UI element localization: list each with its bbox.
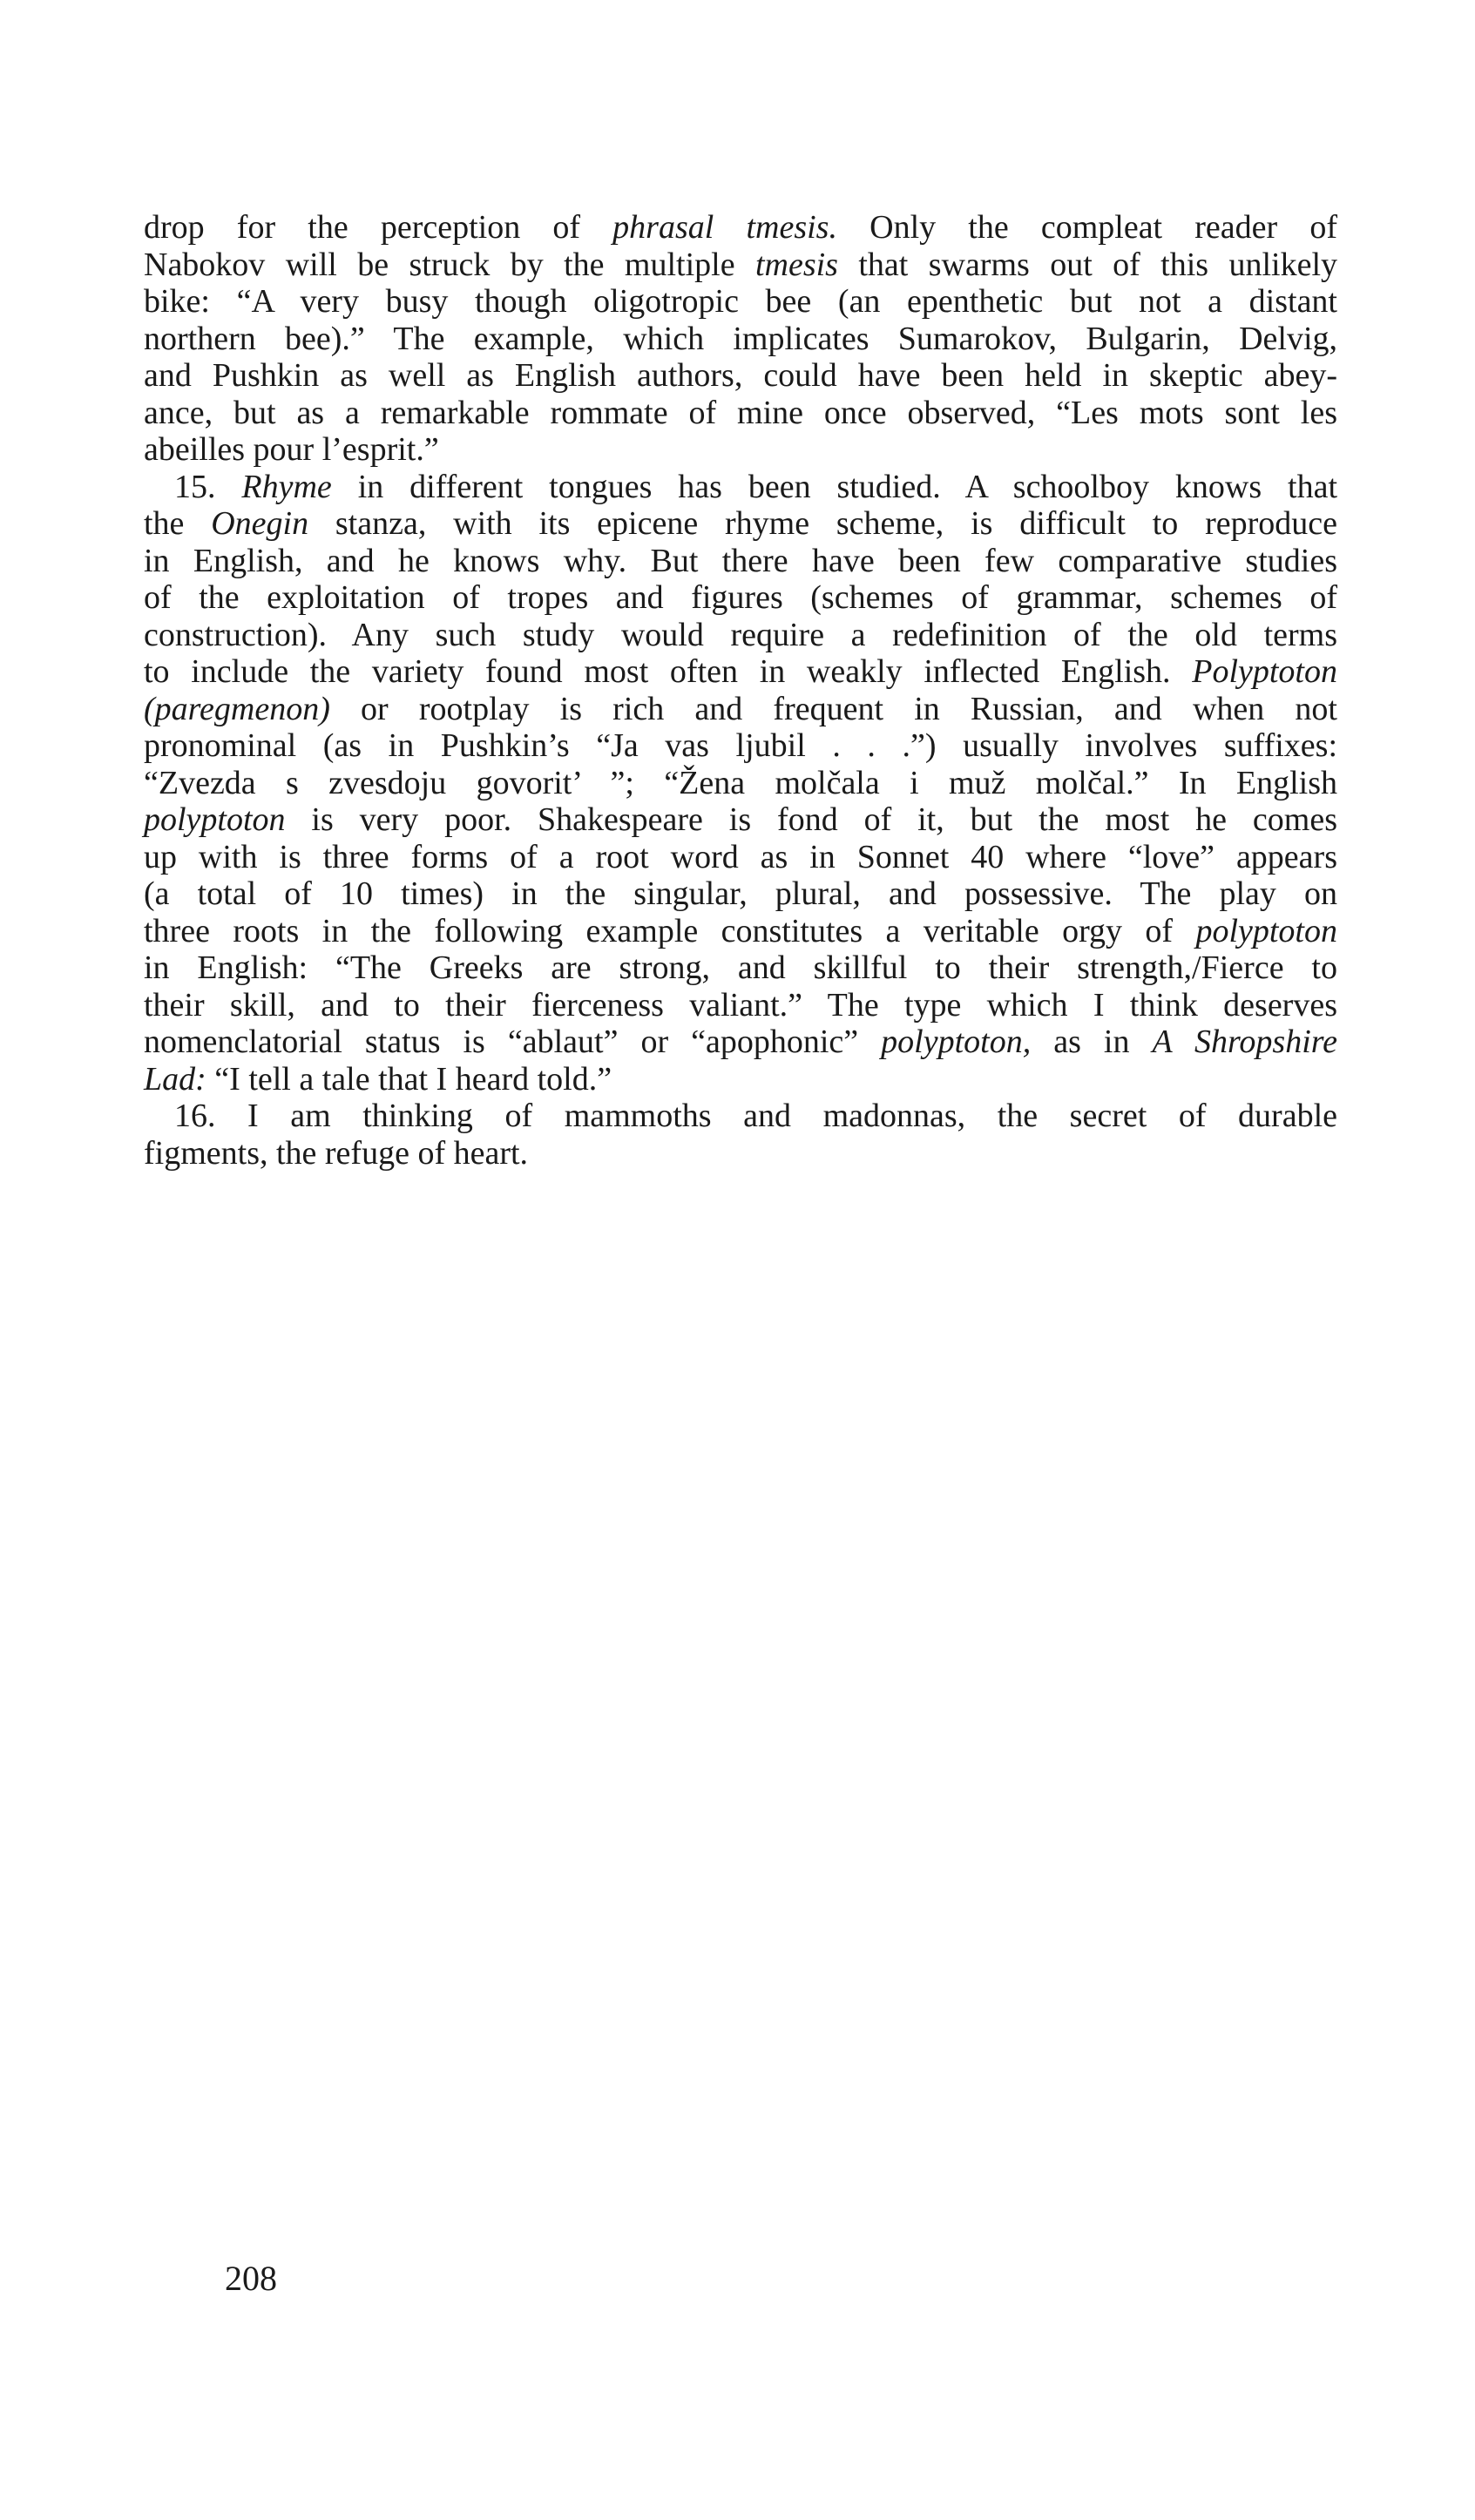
- italic-term: Rhyme: [241, 468, 332, 505]
- text-line: and Pushkin as well as English authors, could have been held in skeptic abey-: [144, 357, 1337, 394]
- text-line: up with is three forms of a root word as in Sonnet 40 where “love” appears: [144, 838, 1337, 875]
- text-line: their skill, and to their fierceness valiant.” The type which I think deserves: [144, 986, 1337, 1024]
- text-line: three roots in the following example constitutes a veritable orgy of polyptoton: [144, 912, 1337, 949]
- italic-term: Onegin: [211, 505, 309, 542]
- italic-term: phrasal tmesis.: [612, 209, 837, 246]
- text-line: in English: “The Greeks are strong, and skillful to their strength,/Fierce to: [144, 949, 1337, 986]
- body-text: [144, 209, 1337, 1172]
- italic-term: polyptoton: [1195, 912, 1337, 949]
- text-line: drop for the perception of phrasal tmesis. Only the compleat reader of: [144, 209, 1337, 246]
- text-line: 15. Rhyme in different tongues has been studied. A schoolboy knows that: [174, 468, 1337, 505]
- text-line: (paregmenon) or rootplay is rich and frequent in Russian, and when not: [144, 690, 1337, 727]
- text-line: Nabokov will be struck by the multiple tmesis that swarms out of this unlikely: [144, 246, 1338, 283]
- italic-term: (paregmenon): [144, 690, 330, 727]
- italic-term: Polyptoton: [1192, 653, 1337, 690]
- italic-term: polyptoton: [144, 801, 286, 838]
- text-line: (a total of 10 times) in the singular, plural, and possessive. The play on: [144, 875, 1337, 912]
- text-line: pronominal (as in Pushkin’s “Ja vas ljubil . . .”) usually involves suffixes:: [144, 727, 1337, 764]
- text-line: in English, and he knows why. But there have been few comparative studies: [144, 542, 1337, 579]
- italic-term: tmesis: [754, 246, 838, 283]
- text-line: nomenclatorial status is “ablaut” or “apophonic” polyptoton, as in A Shropshire: [144, 1024, 1337, 1060]
- text-line: northern bee).” The example, which implicates Sumarokov, Bulgarin, Delvig,: [144, 320, 1337, 357]
- text-line: construction). Any such study would require a redefinition of the old terms: [144, 616, 1337, 653]
- italic-term: polyptoton,: [881, 1024, 1032, 1060]
- text-line: of the exploitation of tropes and figures (schemes of grammar, schemes of: [144, 579, 1337, 616]
- text-line: abeilles pour l’esprit.”: [144, 431, 439, 468]
- text-line: the Onegin stanza, with its epicene rhyme scheme, is difficult to reproduce: [144, 505, 1337, 542]
- italic-term: A Shropshire: [1152, 1024, 1337, 1060]
- text-line: figments, the refuge of heart.: [144, 1134, 529, 1172]
- text-line: “Zvezda s zvesdoju govorit’ ”; “Žena molčala i muž molčal.” In English: [144, 764, 1337, 801]
- text-line: to include the variety found most often in weakly inflected English. Polyptoton: [144, 653, 1337, 690]
- italic-term: Lad:: [144, 1060, 206, 1098]
- text-line: 16. I am thinking of mammoths and madonnas, the secret of durable: [174, 1098, 1337, 1134]
- text-line: bike: “A very busy though oligotropic bee (an epenthetic but not a distant: [144, 283, 1337, 320]
- text-line: ance, but as a remarkable rommate of mine once observed, “Les mots sont les: [144, 394, 1337, 431]
- text-line: polyptoton is very poor. Shakespeare is fond of it, but the most he comes: [144, 801, 1337, 838]
- text-line: Lad: “I tell a tale that I heard told.”: [144, 1060, 612, 1098]
- page-number: 208: [225, 2259, 277, 2298]
